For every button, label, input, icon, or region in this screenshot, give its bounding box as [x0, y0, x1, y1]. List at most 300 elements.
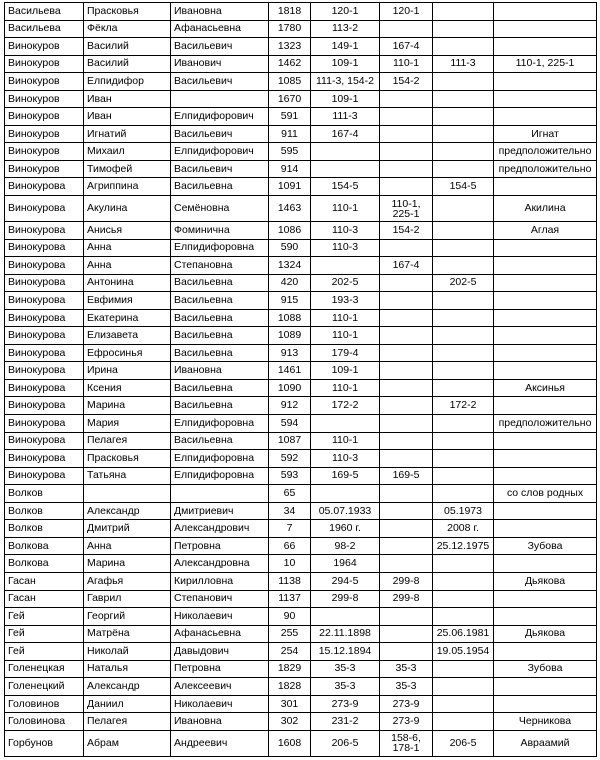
surname-cell: Винокурова — [5, 292, 84, 310]
id-cell: 914 — [269, 160, 311, 178]
table-row — [5, 467, 597, 485]
given-name-cell: Анна — [84, 239, 171, 257]
id-cell: 302 — [269, 713, 311, 731]
ref3-cell — [433, 344, 494, 362]
surname-cell: Гасан — [5, 572, 84, 590]
ref2-cell — [380, 160, 433, 178]
ref2-cell — [380, 125, 433, 143]
ref3-cell — [433, 125, 494, 143]
note-cell: Дьякова — [494, 572, 597, 590]
ref-cell: 113-2 — [311, 20, 380, 38]
ref-cell: 110-1 — [311, 432, 380, 450]
table-row — [5, 572, 597, 590]
surname-cell: Голенецкая — [5, 660, 84, 678]
ref3-cell — [433, 239, 494, 257]
note-cell: Зубова — [494, 660, 597, 678]
ref3-cell — [433, 90, 494, 108]
ref-cell: 111-3 — [311, 108, 380, 126]
ref2-cell: 169-5 — [380, 467, 433, 485]
surname-cell: Винокурова — [5, 274, 84, 292]
note-cell — [494, 3, 597, 21]
id-cell: 1608 — [269, 730, 311, 756]
given-name-cell: Татьяна — [84, 467, 171, 485]
given-name-cell: Ксения — [84, 379, 171, 397]
given-name-cell: Евфимия — [84, 292, 171, 310]
given-name-cell: Михаил — [84, 143, 171, 161]
table-row — [5, 678, 597, 696]
patronymic-cell: Давыдович — [171, 643, 269, 661]
surname-cell: Винокурова — [5, 222, 84, 240]
table-row — [5, 344, 597, 362]
ref3-cell — [433, 572, 494, 590]
surname-cell: Винокурова — [5, 309, 84, 327]
surname-cell: Васильева — [5, 20, 84, 38]
ref2-cell — [380, 362, 433, 380]
surname-cell: Васильева — [5, 3, 84, 21]
surname-cell: Винокурова — [5, 432, 84, 450]
patronymic-cell: Ивановна — [171, 3, 269, 21]
ref3-cell — [433, 608, 494, 626]
ref3-cell — [433, 108, 494, 126]
table-row — [5, 239, 597, 257]
table-row — [5, 327, 597, 345]
ref-cell: 202-5 — [311, 274, 380, 292]
ref-cell: 109-1 — [311, 90, 380, 108]
id-cell: 1461 — [269, 362, 311, 380]
note-cell: Акилина — [494, 196, 597, 222]
given-name-cell: Наталья — [84, 660, 171, 678]
ref-cell — [311, 160, 380, 178]
table-row — [5, 608, 597, 626]
id-cell: 1462 — [269, 55, 311, 73]
patronymic-cell: Васильевна — [171, 344, 269, 362]
patronymic-cell: Васильевна — [171, 178, 269, 196]
patronymic-cell: Елпидифоровна — [171, 239, 269, 257]
patronymic-cell: Васильевич — [171, 160, 269, 178]
ref2-cell — [380, 292, 433, 310]
note-cell — [494, 695, 597, 713]
id-cell: 1089 — [269, 327, 311, 345]
note-cell — [494, 397, 597, 415]
ref-cell: 231-2 — [311, 713, 380, 731]
id-cell: 1323 — [269, 38, 311, 56]
ref3-cell — [433, 695, 494, 713]
surname-cell: Гей — [5, 608, 84, 626]
surname-cell: Гей — [5, 625, 84, 643]
ref-cell — [311, 257, 380, 275]
ref3-cell — [433, 467, 494, 485]
ref2-cell — [380, 537, 433, 555]
note-cell — [494, 73, 597, 91]
table-row — [5, 274, 597, 292]
ref2-cell: 158-6, 178-1 — [380, 730, 433, 756]
ref-cell: 299-8 — [311, 590, 380, 608]
ref3-cell — [433, 362, 494, 380]
given-name-cell: Анисья — [84, 222, 171, 240]
ref3-cell — [433, 20, 494, 38]
ref3-cell: 25.12.1975 — [433, 537, 494, 555]
id-cell: 594 — [269, 415, 311, 433]
id-cell: 590 — [269, 239, 311, 257]
given-name-cell: Николай — [84, 643, 171, 661]
ref2-cell — [380, 450, 433, 468]
note-cell — [494, 555, 597, 573]
note-cell: Аглая — [494, 222, 597, 240]
given-name-cell: Марина — [84, 555, 171, 573]
given-name-cell: Василий — [84, 55, 171, 73]
ref3-cell: 2008 г. — [433, 520, 494, 538]
surname-cell: Винокуров — [5, 108, 84, 126]
ref3-cell: 206-5 — [433, 730, 494, 756]
id-cell: 1087 — [269, 432, 311, 450]
given-name-cell: Пелагея — [84, 432, 171, 450]
id-cell: 7 — [269, 520, 311, 538]
id-cell: 65 — [269, 485, 311, 503]
patronymic-cell: Александрович — [171, 520, 269, 538]
patronymic-cell: Васильевна — [171, 327, 269, 345]
given-name-cell: Даниил — [84, 695, 171, 713]
table-row — [5, 90, 597, 108]
given-name-cell: Георгий — [84, 608, 171, 626]
given-name-cell: Ефросинья — [84, 344, 171, 362]
ref3-cell: 172-2 — [433, 397, 494, 415]
note-cell — [494, 327, 597, 345]
surname-cell: Винокуров — [5, 55, 84, 73]
ref2-cell — [380, 344, 433, 362]
patronymic-cell: Степановна — [171, 257, 269, 275]
ref-cell: 110-3 — [311, 450, 380, 468]
id-cell: 1463 — [269, 196, 311, 222]
ref2-cell — [380, 555, 433, 573]
id-cell: 1138 — [269, 572, 311, 590]
patronymic-cell: Васильевна — [171, 274, 269, 292]
patronymic-cell: Афанасьевна — [171, 625, 269, 643]
surname-cell: Винокурова — [5, 196, 84, 222]
given-name-cell: Тимофей — [84, 160, 171, 178]
note-cell: предположительно — [494, 415, 597, 433]
patronymic-cell: Васильевна — [171, 397, 269, 415]
table-row — [5, 362, 597, 380]
surname-cell: Гей — [5, 643, 84, 661]
patronymic-cell: Петровна — [171, 660, 269, 678]
surname-cell: Гасан — [5, 590, 84, 608]
ref2-cell — [380, 415, 433, 433]
table-row — [5, 379, 597, 397]
id-cell: 1324 — [269, 257, 311, 275]
note-cell — [494, 608, 597, 626]
surname-cell: Волков — [5, 502, 84, 520]
patronymic-cell: Петровна — [171, 537, 269, 555]
ref-cell: 169-5 — [311, 467, 380, 485]
ref-cell: 110-1 — [311, 379, 380, 397]
ref3-cell: 202-5 — [433, 274, 494, 292]
table-row — [5, 222, 597, 240]
surname-cell: Винокуров — [5, 125, 84, 143]
note-cell — [494, 178, 597, 196]
surname-cell: Волкова — [5, 537, 84, 555]
genealogy-table — [4, 2, 597, 757]
patronymic-cell: Васильевич — [171, 38, 269, 56]
ref-cell: 109-1 — [311, 55, 380, 73]
id-cell: 90 — [269, 608, 311, 626]
id-cell: 1137 — [269, 590, 311, 608]
patronymic-cell — [171, 90, 269, 108]
ref-cell: 149-1 — [311, 38, 380, 56]
note-cell — [494, 292, 597, 310]
surname-cell: Винокуров — [5, 38, 84, 56]
ref3-cell — [433, 450, 494, 468]
given-name-cell: Екатерина — [84, 309, 171, 327]
table-row — [5, 415, 597, 433]
patronymic-cell: Николаевич — [171, 608, 269, 626]
given-name-cell: Марина — [84, 397, 171, 415]
note-cell — [494, 38, 597, 56]
surname-cell: Волков — [5, 485, 84, 503]
note-cell — [494, 520, 597, 538]
note-cell: Черникова — [494, 713, 597, 731]
patronymic-cell: Фоминична — [171, 222, 269, 240]
note-cell — [494, 432, 597, 450]
ref2-cell — [380, 309, 433, 327]
table-row — [5, 643, 597, 661]
note-cell — [494, 678, 597, 696]
ref2-cell — [380, 502, 433, 520]
ref3-cell — [433, 379, 494, 397]
given-name-cell — [84, 485, 171, 503]
given-name-cell: Мария — [84, 415, 171, 433]
ref3-cell — [433, 485, 494, 503]
ref-cell: 1964 — [311, 555, 380, 573]
id-cell: 254 — [269, 643, 311, 661]
given-name-cell: Ирина — [84, 362, 171, 380]
surname-cell: Винокурова — [5, 327, 84, 345]
ref2-cell — [380, 625, 433, 643]
ref3-cell — [433, 196, 494, 222]
given-name-cell: Гаврил — [84, 590, 171, 608]
given-name-cell: Иван — [84, 90, 171, 108]
surname-cell: Винокурова — [5, 397, 84, 415]
given-name-cell: Агриппина — [84, 178, 171, 196]
ref2-cell — [380, 274, 433, 292]
note-cell — [494, 643, 597, 661]
surname-cell: Винокуров — [5, 90, 84, 108]
ref2-cell: 110-1, 225-1 — [380, 196, 433, 222]
surname-cell: Винокурова — [5, 362, 84, 380]
table-row — [5, 660, 597, 678]
given-name-cell: Анна — [84, 537, 171, 555]
ref2-cell: 299-8 — [380, 572, 433, 590]
surname-cell: Головинова — [5, 713, 84, 731]
patronymic-cell: Васильевич — [171, 73, 269, 91]
patronymic-cell: Иванович — [171, 55, 269, 73]
ref-cell: 35-3 — [311, 678, 380, 696]
ref3-cell: 19.05.1954 — [433, 643, 494, 661]
patronymic-cell: Степанович — [171, 590, 269, 608]
table-row — [5, 178, 597, 196]
id-cell: 595 — [269, 143, 311, 161]
id-cell: 1670 — [269, 90, 311, 108]
patronymic-cell: Андреевич — [171, 730, 269, 756]
ref2-cell: 154-2 — [380, 222, 433, 240]
ref2-cell: 167-4 — [380, 38, 433, 56]
ref-cell: 110-1 — [311, 196, 380, 222]
surname-cell: Винокурова — [5, 450, 84, 468]
id-cell: 592 — [269, 450, 311, 468]
given-name-cell: Дмитрий — [84, 520, 171, 538]
ref2-cell — [380, 520, 433, 538]
ref3-cell — [433, 222, 494, 240]
id-cell: 912 — [269, 397, 311, 415]
ref-cell: 110-1 — [311, 327, 380, 345]
ref-cell: 154-5 — [311, 178, 380, 196]
ref3-cell — [433, 73, 494, 91]
patronymic-cell: Дмитриевич — [171, 502, 269, 520]
ref3-cell: 25.06.1981 — [433, 625, 494, 643]
ref-cell: 110-3 — [311, 222, 380, 240]
id-cell: 1090 — [269, 379, 311, 397]
id-cell: 913 — [269, 344, 311, 362]
ref3-cell: 111-3 — [433, 55, 494, 73]
table-row — [5, 20, 597, 38]
given-name-cell: Прасковья — [84, 450, 171, 468]
ref-cell: 110-1 — [311, 309, 380, 327]
ref3-cell — [433, 678, 494, 696]
note-cell: Авраамий — [494, 730, 597, 756]
surname-cell: Винокурова — [5, 344, 84, 362]
patronymic-cell: Елпидифоровна — [171, 450, 269, 468]
surname-cell: Винокурова — [5, 379, 84, 397]
patronymic-cell: Кирилловна — [171, 572, 269, 590]
ref-cell: 22.11.1898 — [311, 625, 380, 643]
ref-cell: 110-3 — [311, 239, 380, 257]
surname-cell: Головинов — [5, 695, 84, 713]
table-row — [5, 55, 597, 73]
surname-cell: Голенецкий — [5, 678, 84, 696]
table-row — [5, 160, 597, 178]
ref2-cell — [380, 397, 433, 415]
id-cell: 1780 — [269, 20, 311, 38]
ref-cell: 172-2 — [311, 397, 380, 415]
ref2-cell — [380, 327, 433, 345]
given-name-cell: Абрам — [84, 730, 171, 756]
ref2-cell — [380, 20, 433, 38]
table-row — [5, 257, 597, 275]
patronymic-cell: Елпидифоровна — [171, 415, 269, 433]
ref-cell: 179-4 — [311, 344, 380, 362]
ref3-cell — [433, 143, 494, 161]
ref2-cell — [380, 90, 433, 108]
table-row — [5, 143, 597, 161]
patronymic-cell: Елпидифорович — [171, 108, 269, 126]
ref3-cell — [433, 160, 494, 178]
ref2-cell — [380, 608, 433, 626]
ref-cell: 206-5 — [311, 730, 380, 756]
surname-cell: Волков — [5, 520, 84, 538]
table-row — [5, 713, 597, 731]
table-row — [5, 625, 597, 643]
note-cell: Аксинья — [494, 379, 597, 397]
patronymic-cell: Семёновна — [171, 196, 269, 222]
given-name-cell: Елизавета — [84, 327, 171, 345]
ref3-cell — [433, 38, 494, 56]
note-cell: 110-1, 225-1 — [494, 55, 597, 73]
ref2-cell — [380, 643, 433, 661]
table-row — [5, 125, 597, 143]
id-cell: 1091 — [269, 178, 311, 196]
given-name-cell: Василий — [84, 38, 171, 56]
note-cell: Игнат — [494, 125, 597, 143]
surname-cell: Горбунов — [5, 730, 84, 756]
ref-cell — [311, 143, 380, 161]
ref-cell: 109-1 — [311, 362, 380, 380]
note-cell: Зубова — [494, 537, 597, 555]
id-cell: 593 — [269, 467, 311, 485]
table-row — [5, 520, 597, 538]
patronymic-cell — [171, 485, 269, 503]
ref-cell — [311, 415, 380, 433]
table-row — [5, 397, 597, 415]
patronymic-cell: Елпидифорович — [171, 143, 269, 161]
given-name-cell: Анна — [84, 257, 171, 275]
patronymic-cell: Афанасьевна — [171, 20, 269, 38]
surname-cell: Волкова — [5, 555, 84, 573]
ref3-cell — [433, 309, 494, 327]
surname-cell: Винокурова — [5, 415, 84, 433]
table-row — [5, 432, 597, 450]
ref-cell: 35-3 — [311, 660, 380, 678]
id-cell: 420 — [269, 274, 311, 292]
patronymic-cell: Васильевна — [171, 309, 269, 327]
note-cell — [494, 344, 597, 362]
id-cell: 66 — [269, 537, 311, 555]
surname-cell: Винокурова — [5, 467, 84, 485]
ref-cell: 111-3, 154-2 — [311, 73, 380, 91]
patronymic-cell: Васильевна — [171, 292, 269, 310]
note-cell — [494, 108, 597, 126]
given-name-cell: Антонина — [84, 274, 171, 292]
id-cell: 915 — [269, 292, 311, 310]
ref2-cell: 167-4 — [380, 257, 433, 275]
given-name-cell: Александр — [84, 678, 171, 696]
id-cell: 1828 — [269, 678, 311, 696]
ref3-cell — [433, 660, 494, 678]
given-name-cell: Елпидифор — [84, 73, 171, 91]
note-cell — [494, 257, 597, 275]
ref2-cell — [380, 108, 433, 126]
note-cell — [494, 590, 597, 608]
table-row — [5, 292, 597, 310]
ref-cell: 15.12.1894 — [311, 643, 380, 661]
ref2-cell: 35-3 — [380, 660, 433, 678]
table-body — [5, 3, 597, 757]
patronymic-cell: Ивановна — [171, 713, 269, 731]
ref2-cell: 273-9 — [380, 695, 433, 713]
ref-cell: 193-3 — [311, 292, 380, 310]
note-cell — [494, 274, 597, 292]
patronymic-cell: Ивановна — [171, 362, 269, 380]
ref-cell: 294-5 — [311, 572, 380, 590]
given-name-cell: Фёкла — [84, 20, 171, 38]
note-cell: со слов родных — [494, 485, 597, 503]
ref2-cell — [380, 239, 433, 257]
note-cell — [494, 20, 597, 38]
note-cell — [494, 362, 597, 380]
note-cell: предположительно — [494, 143, 597, 161]
ref2-cell — [380, 178, 433, 196]
surname-cell: Винокуров — [5, 73, 84, 91]
ref-cell: 05.07.1933 — [311, 502, 380, 520]
id-cell: 1085 — [269, 73, 311, 91]
